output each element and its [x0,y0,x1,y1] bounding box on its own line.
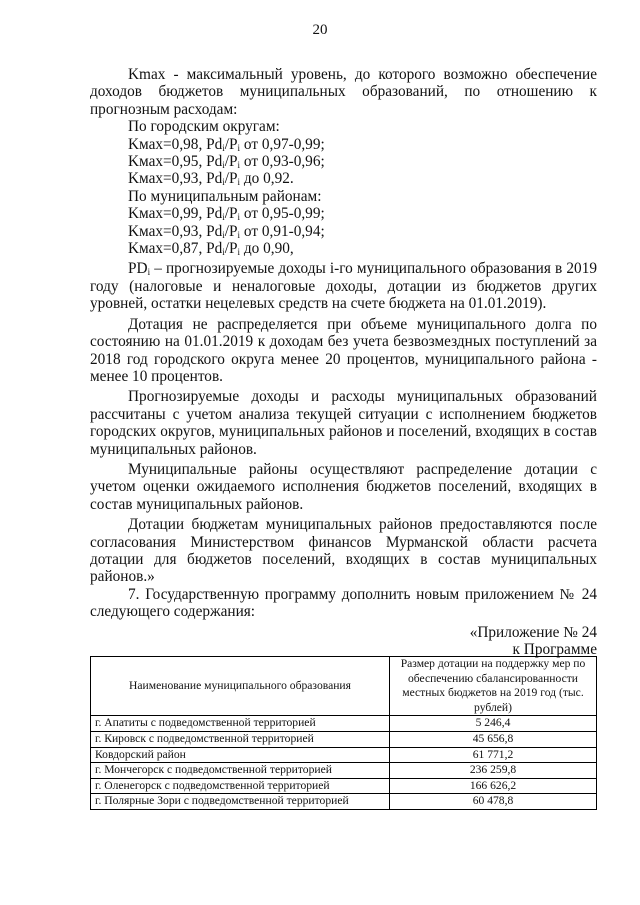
district-kmax-line: Kмах=0,87, $Pd_i/P_i$ до 0,90, [128,240,294,258]
city-kmax-line: Kмах=0,95, $Pd_i/P_i$ от 0,93-0,96; [128,153,325,171]
subsidy-amount: 236 259,8 [390,763,597,779]
municipality-name: г. Мончегорск с подведомственной территорией [91,763,390,779]
subsidy-amount: 5 246,4 [390,716,597,732]
municipality-name: г. Кировск с подведомственной территорией [91,731,390,747]
appendix-subtitle: к Программе [512,641,597,658]
municipality-name: г. Апатиты с подведомственной территорией [91,716,390,732]
appendix-title: «Приложение № 24 [469,623,597,641]
subsidy-amount: 61 771,2 [390,747,597,763]
subsidy-amount: 60 478,8 [390,794,597,810]
document-body [90,66,597,658]
page-number: 20 [312,22,328,38]
paragraph-forecast: Прогнозируемые доходы и расходы муниципальных образований рассчитаны с учетом анализа текущей ситуации с исполнением бюджетов городских округов, муниципальных районов и поселений, входящих в состав муниципальных районов. [90,388,597,458]
municipal-district-header: По муниципальным районам: [128,187,322,205]
table-row [91,794,597,810]
table-row [91,778,597,794]
subsidy-amount: 45 656,8 [390,731,597,747]
table-row [91,763,597,779]
paragraph-debt-condition: Дотация не распределяется при объеме муниципального долга по состоянию на 01.01.2019 к доходам без учета безвозмездных поступлений за 2018 год городского округа менее 20 процентов, муниципального района - менее 10 процентов. [90,315,597,385]
district-kmax-line: Kмах=0,93, $Pd_i/P_i$ от 0,91-0,94; [128,222,325,240]
column-header-name: Наименование муниципального образования [91,657,390,716]
subsidy-amount: 166 626,2 [390,778,597,794]
column-header-amount: Размер дотации на поддержку мер по обеспечению сбалансированности местных бюджетов на 2019 год (тыс. рублей) [390,657,597,716]
table-row [91,731,597,747]
city-district-header: По городским округам: [128,118,280,136]
city-kmax-line: Kмах=0,98, $Pd_i/P_i$ от 0,97-0,99; [128,135,325,153]
city-kmax-line: Kмах=0,93, $Pd_i/P_i$ до 0,92. [128,170,294,188]
kmax-definition: Kmax - максимальный уровень, до которого возможно обеспечение доходов бюджетов муниципальных образований, по отношению к прогнозным расходам: [90,66,597,118]
municipality-name: г. Оленегорск с подведомственной территорией [91,778,390,794]
paragraph-approval: Дотации бюджетам муниципальных районов предоставляются после согласования Министерством финансов Мурманской области расчета дотации для бюджетов поселений, входящих в состав муниципальных районов.» [90,516,597,586]
municipality-name: г. Полярные Зори с подведомственной территорией [91,794,390,810]
subsidy-table [90,656,597,810]
table-row [91,716,597,732]
table-header-row [91,657,597,716]
table-row [91,747,597,763]
paragraph-distribution: Муниципальные районы осуществляют распределение дотации с учетом оценки ожидаемого исполнения бюджетов поселений, входящих в состав муниципальных районов. [90,460,597,513]
pd-definition: $PD_i$ – прогнозируемые доходы i-го муниципального образования в 2019 году (налоговые и неналоговые доходы, дотации из бюджетов других уровней, остатки нецелевых средств на счете бюджета на 01.01.2019). [90,260,597,313]
municipality-name: Ковдорский район [91,747,390,763]
paragraph-amendment: 7. Государственную программу дополнить новым приложением № 24 следующего содержания: [90,585,597,621]
district-kmax-line: Kмах=0,99, $Pd_i/P_i$ от 0,95-0,99; [128,205,325,223]
